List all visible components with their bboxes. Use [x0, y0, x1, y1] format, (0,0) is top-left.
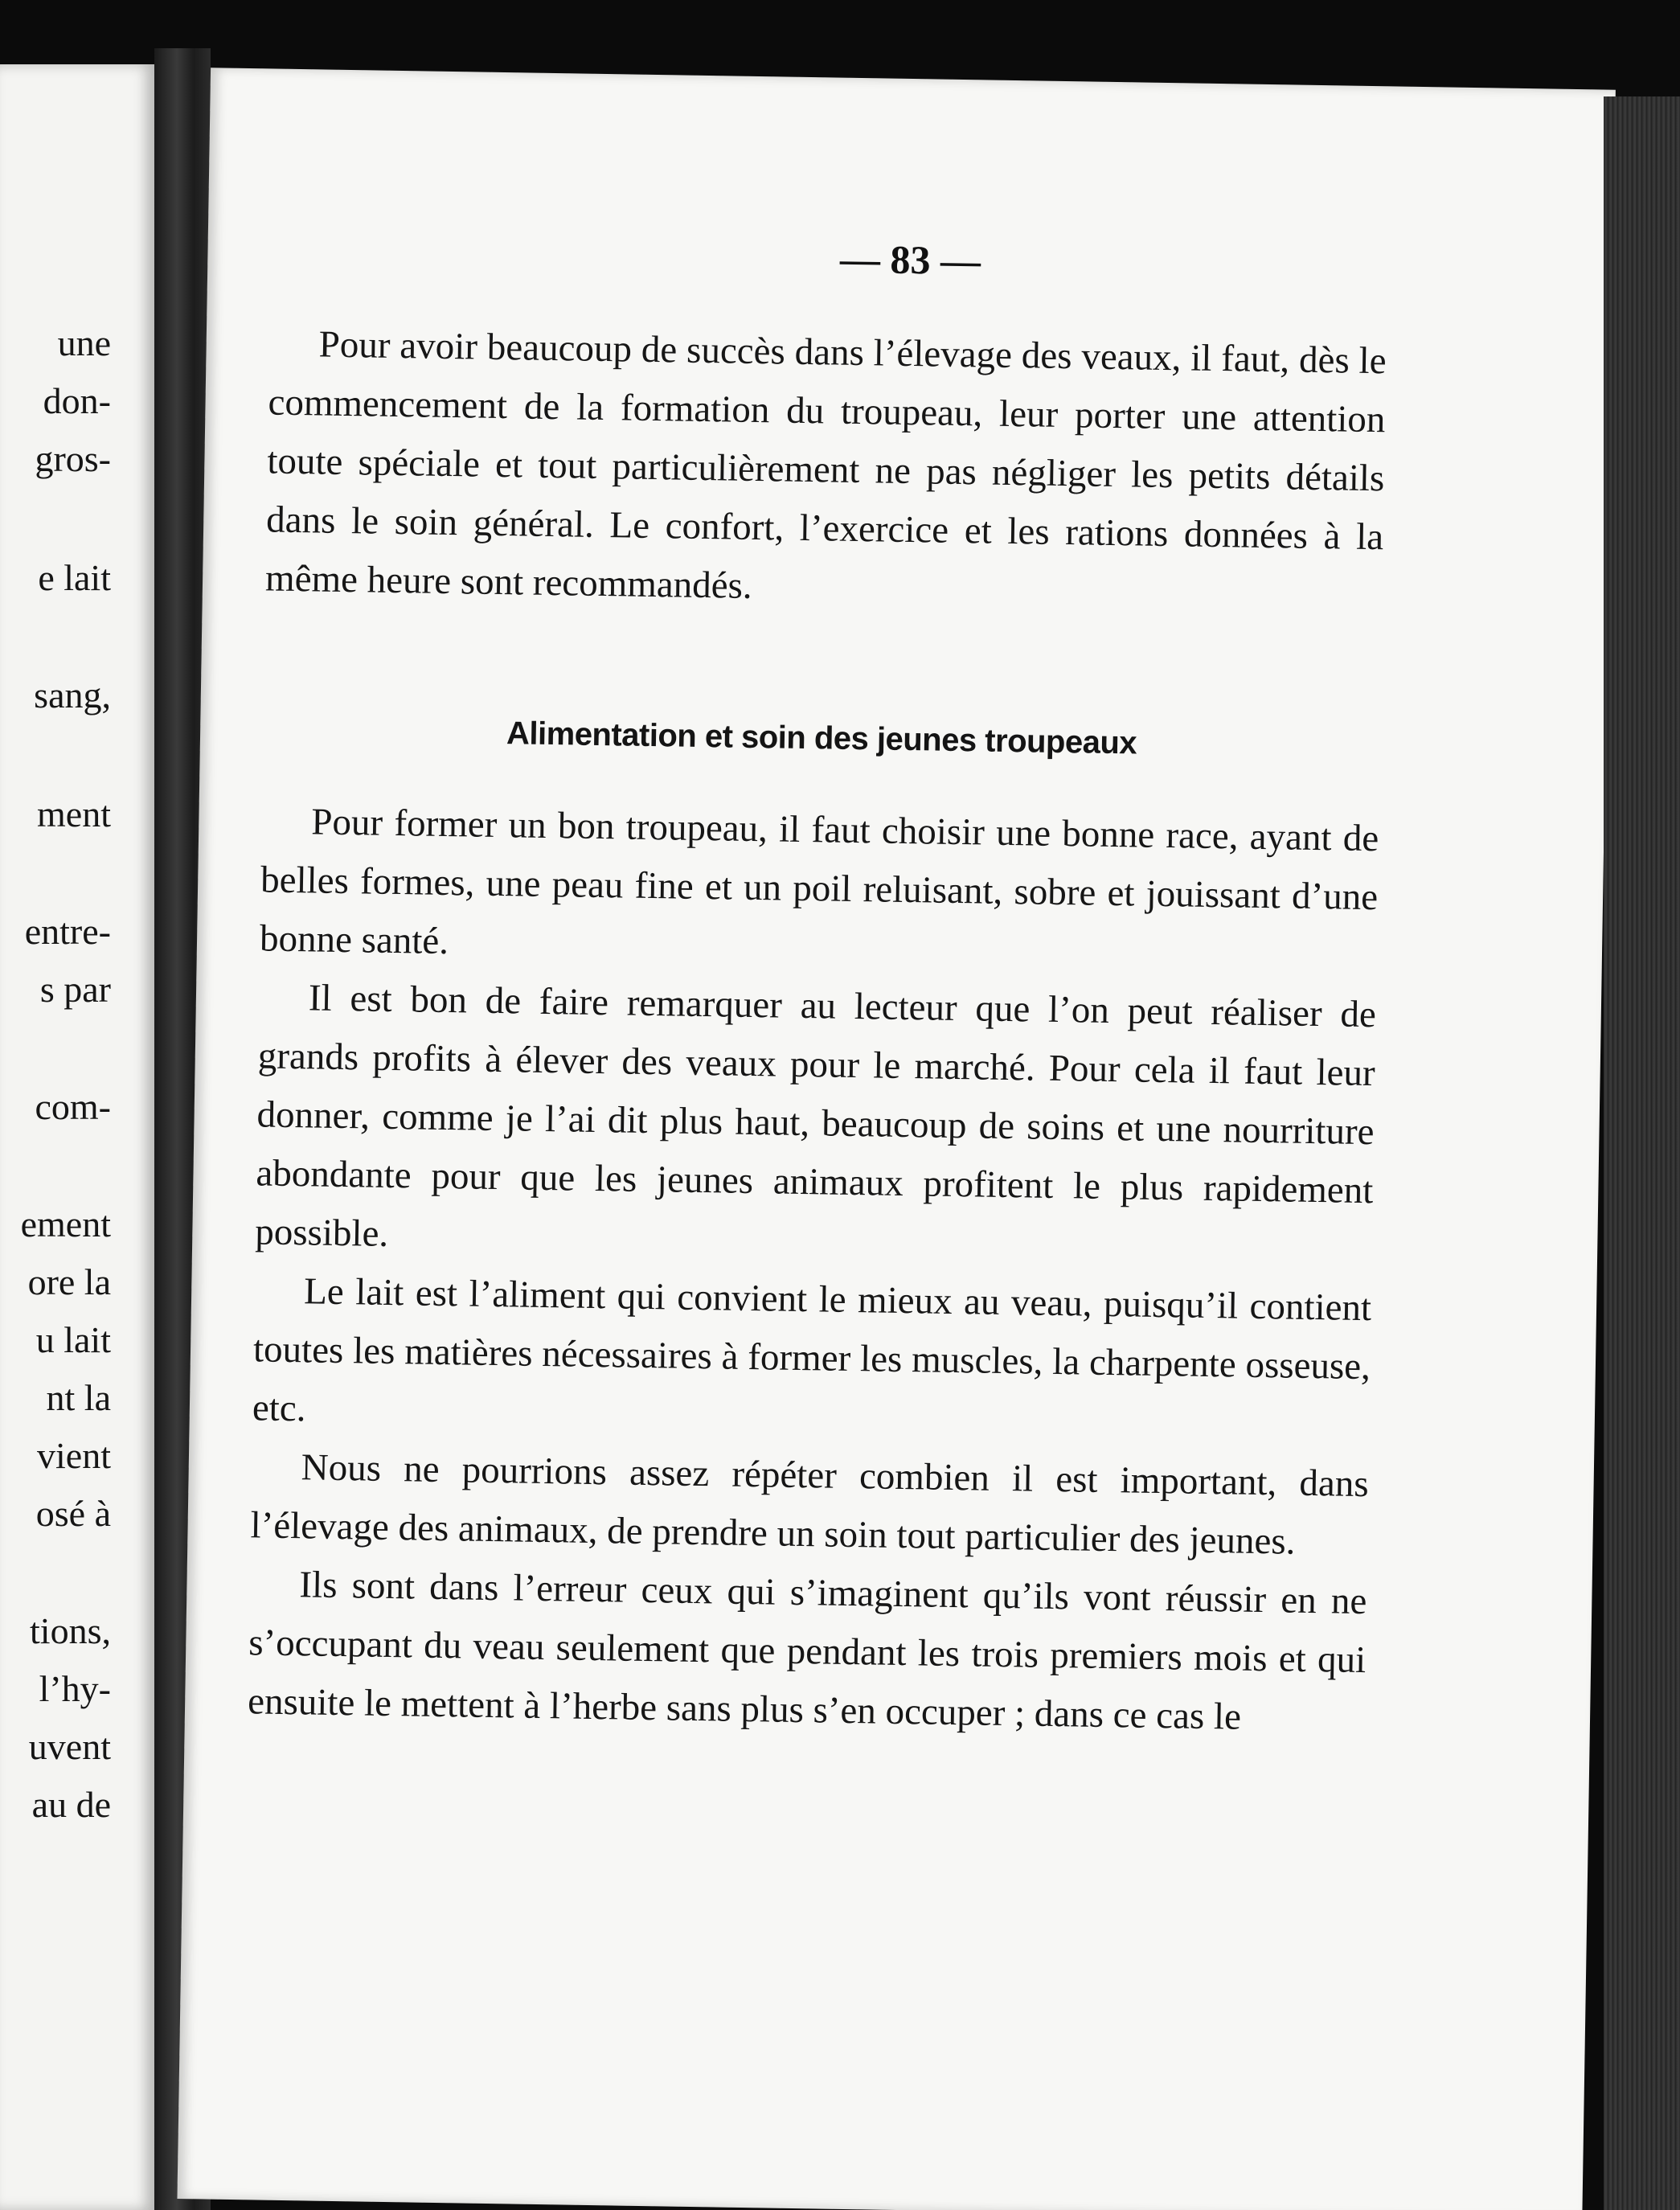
left-line-end: uvent — [28, 1726, 111, 1767]
left-line-end: vient — [37, 1435, 111, 1476]
left-line-end: com- — [35, 1086, 111, 1127]
previous-page — [0, 64, 154, 2210]
body-paragraph: Ils sont dans l’erreur ceux qui s’imaginent qu’ils vont réussir en ne s’occupant du veau seulement que pendant les trois premiers mois et qui ensuite le mettent à l’herbe sans plus s’en occuper ; dans ce cas le — [247, 1564, 1367, 1738]
section-heading: Alimentation et soin des jeunes troupeaux — [506, 715, 1137, 761]
body-paragraph: Nous ne pourrions assez répéter combien il est important, dans l’élevage des animaux, de prendre un soin tout particulier des jeunes. — [250, 1446, 1370, 1563]
left-line-end: ore la — [27, 1261, 111, 1302]
current-page — [177, 68, 1615, 2210]
section-body — [248, 792, 1379, 1749]
left-line-end: une — [57, 322, 111, 363]
left-line-end: entre- — [24, 911, 111, 952]
intro-text — [265, 314, 1387, 625]
left-line-end: nt la — [46, 1377, 111, 1418]
body-paragraph: Il est bon de faire remarquer au lecteur que l’on peut réaliser de grands profits à élever des veaux pour le marché. Pour cela il faut leur donner, comme je l’ai dit plus haut, beaucoup de soins et une nourriture abondante pour que les jeunes animaux profitent le plus rapidement possible. — [254, 977, 1377, 1255]
body-paragraph: Le lait est l’aliment qui convient le mieux au veau, puisqu’il contient toutes les matières nécessaires à former les muscles, la charpente osseuse, etc. — [252, 1270, 1372, 1430]
left-line-end: don- — [43, 380, 111, 421]
body-paragraph: Pour former un bon troupeau, il faut choisir une bonne race, ayant de belles formes, une peau fine et un poil reluisant, sobre et jouissant d’une bonne santé. — [259, 801, 1379, 963]
intro-paragraph: Pour avoir beaucoup de succès dans l’élevage des veaux, il faut, dès le commencement de la formation du troupeau, leur porter une attention toute spéciale et tout particulièrement ne pas négliger les petits détails dans le soin général. Le confort, l’exercice et les rations données à la même heure sont recommandés. — [264, 323, 1387, 607]
left-line-end: s par — [39, 969, 111, 1010]
page-stack-edge — [1604, 96, 1680, 2210]
left-line-end: ement — [20, 1203, 111, 1244]
left-line-end: u lait — [35, 1319, 111, 1360]
left-line-end: sang, — [34, 674, 111, 715]
left-line-end: osé à — [35, 1493, 111, 1534]
left-line-end: ment — [37, 793, 111, 834]
left-line-end: e lait — [38, 557, 111, 598]
left-line-end: au de — [31, 1784, 111, 1825]
left-line-end: tions, — [30, 1610, 111, 1651]
left-line-end: l’hy- — [39, 1668, 111, 1709]
left-line-end: gros- — [35, 438, 111, 479]
page-number: — 83 — — [839, 236, 981, 284]
